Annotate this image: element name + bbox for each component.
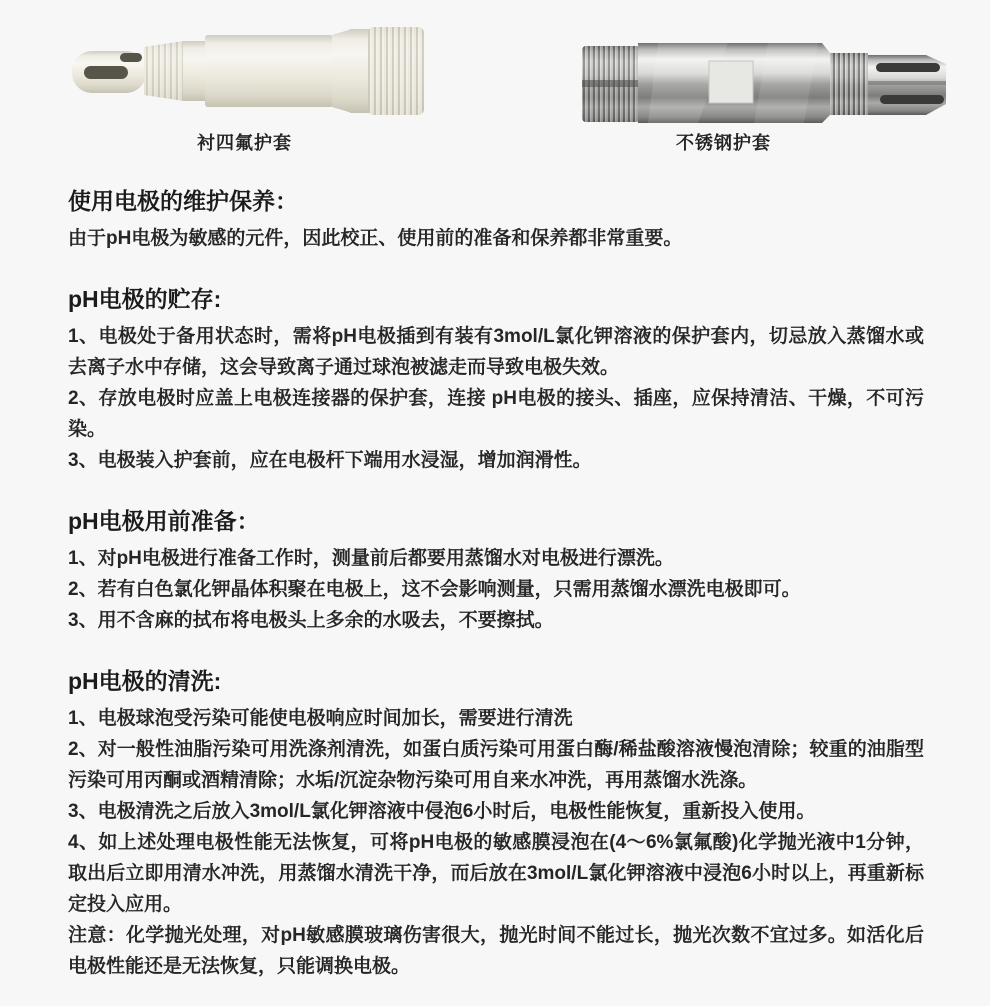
cleaning-item-4: 4、如上述处理电极性能无法恢复，可将pH电极的敏感膜浸泡在(4～6%氯氟酸)化学抛光液中1分钟，取出后立即用清水冲洗，用蒸馏水清洗干净，而后放在3mol/L氯化钾溶液中浸泡6小时以上，再重新标定投入应用。: [68, 832, 924, 915]
section-preparation: [68, 506, 924, 636]
product-photo-steel-sleeve: [578, 16, 950, 126]
article-content: [68, 186, 924, 982]
cleaning-note: 注意：化学抛光处理，对pH敏感膜玻璃伤害很大，抛光时间不能过长，抛光次数不宜过多。如活化后电极性能还是无法恢复，只能调换电极。: [68, 925, 924, 977]
cleaning-item-3: 3、电极清洗之后放入3mol/L氯化钾溶液中侵泡6小时后，电极性能恢复，重新投入使用。: [68, 801, 816, 822]
section-heading-cleaning: pH电极的清洗:: [68, 668, 222, 694]
product-caption-steel: 不锈钢护套: [676, 133, 771, 153]
product-photo-ptfe-sleeve: [62, 20, 430, 122]
section-storage: [68, 284, 924, 476]
section-cleaning: [68, 666, 924, 982]
preparation-item-3: 3、用不含麻的拭布将电极头上多余的水吸去，不要擦拭。: [68, 610, 554, 631]
storage-item-2: 2、存放电极时应盖上电极连接器的保护套，连接 pH电极的接头、插座，应保持清洁、干燥，不可污染。: [68, 388, 924, 440]
storage-item-1: 1、电极处于备用状态时，需将pH电极插到有装有3mol/L氯化钾溶液的保护套内，切忌放入蒸馏水或去离子水中存储，这会导致离子通过球泡被滤走而导致电极失效。: [68, 326, 924, 378]
section-heading-storage: pH电极的贮存:: [68, 286, 222, 312]
cleaning-item-1: 1、电极球泡受污染可能使电极响应时间加长，需要进行清洗: [68, 708, 573, 729]
maintenance-intro-text: 由于pH电极为敏感的元件，因此校正、使用前的准备和保养都非常重要。: [68, 228, 683, 249]
storage-item-3: 3、电极装入护套前，应在电极杆下端用水浸湿，增加润滑性。: [68, 450, 592, 471]
section-heading-preparation: pH电极用前准备：: [68, 508, 260, 534]
cleaning-item-2: 2、对一般性油脂污染可用洗涤剂清洗，如蛋白质污染可用蛋白酶/稀盐酸溶液慢泡清除；较重的油脂型污染可用丙酮或酒精清除；水垢/沉淀杂物污染可用自来水冲洗，再用蒸馏水洗涤。: [68, 739, 924, 791]
product-caption-ptfe: 衬四氟护套: [197, 133, 292, 153]
steel-sleeve-photo-icon: [578, 16, 950, 126]
section-maintenance: [68, 186, 924, 254]
preparation-item-1: 1、对pH电极进行准备工作时，测量前后都要用蒸馏水对电极进行漂洗。: [68, 548, 674, 569]
section-heading-maintenance: 使用电极的维护保养：: [68, 188, 298, 214]
ptfe-sleeve-photo-icon: [62, 20, 430, 122]
preparation-item-2: 2、若有白色氯化钾晶体积聚在电极上，这不会影响测量，只需用蒸馏水漂洗电极即可。: [68, 579, 801, 600]
